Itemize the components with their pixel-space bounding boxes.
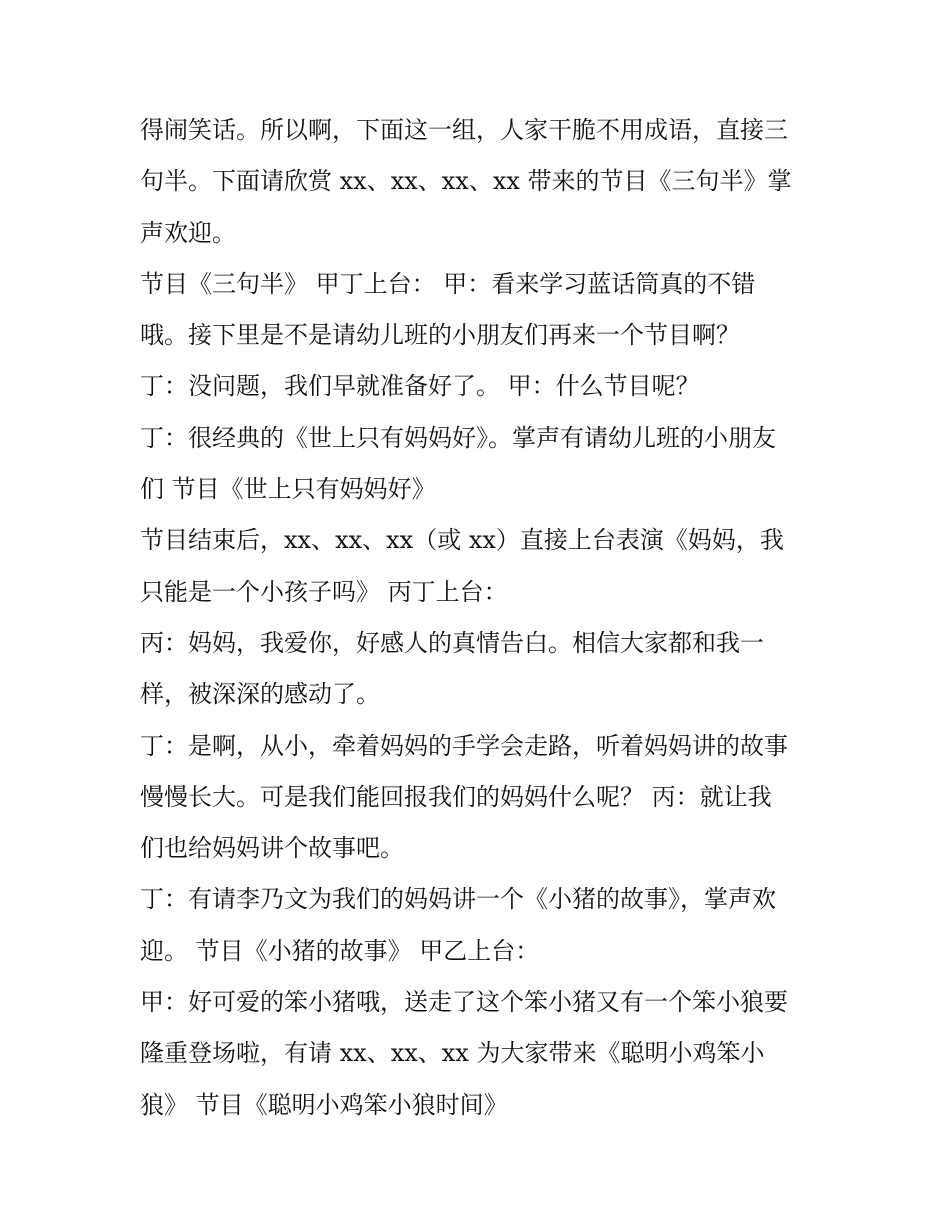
text-line: 节目结束后，xx、xx、xx（或 xx）直接上台表演《妈妈，我 [140,526,784,555]
text-line: 丁：是啊，从小，牵着妈妈的手学会走路，听着妈妈讲的故事 [140,731,788,760]
text-line: 丁：很经典的《世上只有妈妈好》。掌声有请幼儿班的小朋友 [140,423,776,452]
text-line: 节目《三句半》 甲丁上台： 甲：看来学习蓝话筒真的不错 [140,269,756,298]
text-line: 得闹笑话。所以啊，下面这一组，人家干脆不用成语，直接三 [140,116,788,144]
text-line: 们也给妈妈讲个故事吧。 [140,834,404,863]
text-line: 慢慢长大。可是我们能回报我们的妈妈什么呢？ 丙：就让我 [140,782,772,811]
text-line: 丙：妈妈，我爱你，好感人的真情告白。相信大家都和我一 [140,628,764,657]
text-line: 丁：没问题，我们早就准备好了。 甲：什么节目呢？ [140,372,700,401]
text-line: 丁：有请李乃文为我们的妈妈讲一个《小猪的故事》，掌声欢 [140,885,776,914]
text-line: 样，被深深的感动了。 [140,680,380,709]
text-line: 隆重登场啦，有请 xx、xx、xx 为大家带来《聪明小鸡笨小 [140,1039,765,1068]
text-line: 们 节目《世上只有妈妈好》 [140,475,436,504]
text-line: 句半。下面请欣赏 xx、xx、xx、xx 带来的节目《三句半》掌 [140,167,792,196]
text-line: 哦。接下里是不是请幼儿班的小朋友们再来一个节目啊？ [140,321,740,350]
text-line: 迎。 节目《小猪的故事》 甲乙上台： [140,936,540,965]
text-line: 甲：好可爱的笨小猪哦，送走了这个笨小猪又有一个笨小狼要 [140,988,788,1017]
text-line: 狼》 节目《聪明小鸡笨小狼时间》 [140,1090,508,1119]
text-line: 声欢迎。 [140,218,236,247]
document-body [140,105,830,1131]
text-line: 只能是一个小孩子吗》 丙丁上台： [140,577,508,606]
